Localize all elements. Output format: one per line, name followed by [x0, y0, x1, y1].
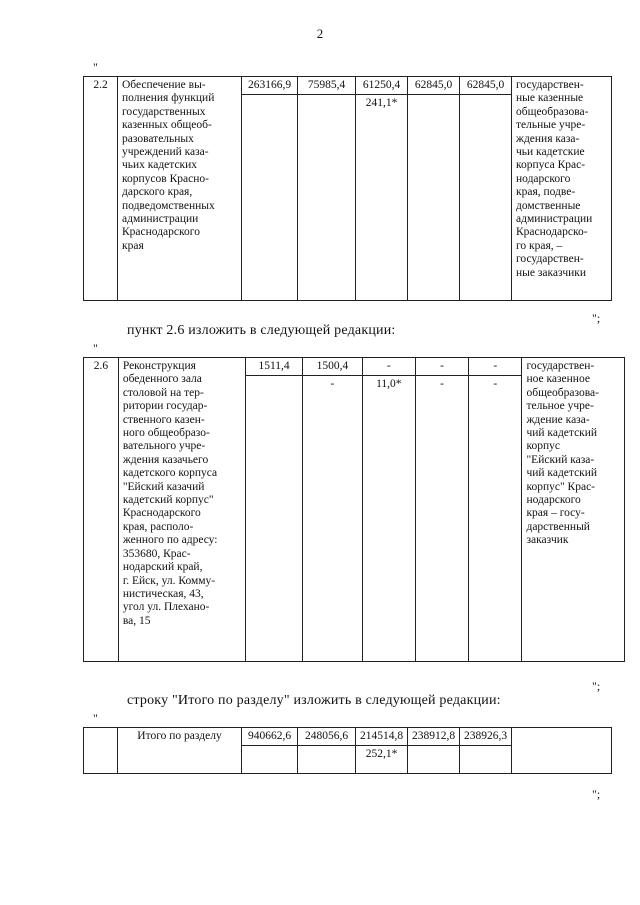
value-year-1: 1500,4 — [303, 358, 362, 376]
name-line: корпусов Красно- — [122, 172, 209, 185]
customer-line: общеобразова- — [516, 105, 589, 118]
name-line: казенных общеоб- — [122, 119, 212, 132]
customer-line: "Ейский каза- — [526, 453, 595, 466]
table-row — [84, 358, 625, 376]
extra-year-4 — [460, 746, 512, 774]
extra-year-2: 11,0* — [362, 376, 415, 662]
value-year-3: - — [415, 358, 468, 376]
customer-line: дарственный — [526, 520, 590, 533]
name-line: столовой на тер- — [122, 386, 204, 399]
name-line: Обеспечение вы- — [122, 79, 206, 91]
value-year-2: - — [362, 358, 415, 376]
name-line: края — [122, 239, 144, 252]
customer-line: чьи кадетские — [516, 146, 585, 159]
customer-cell — [512, 77, 612, 301]
extra-year-1 — [298, 746, 356, 774]
customer-line: ждения каза- — [516, 132, 580, 145]
customer-line: нодарского — [526, 494, 581, 507]
customer-line: ные заказчики — [516, 266, 587, 279]
customer-line: ные казенные — [516, 92, 584, 105]
closing-quote-1: "; — [592, 311, 601, 325]
customer-line: ждение каза- — [526, 413, 590, 426]
name-line: ждения казачьего — [122, 453, 209, 466]
name-line: учреждений каза- — [122, 146, 209, 159]
extra-year-4: - — [469, 376, 522, 662]
table-row — [84, 728, 612, 746]
value-year-4: - — [469, 358, 522, 376]
empty-number-cell — [84, 728, 118, 774]
name-line: разовательных — [122, 132, 194, 145]
instruction-paragraph-2: строку "Итого по разделу" изложить в следующей редакции: — [127, 693, 501, 708]
item-number-cell: 2.2 — [84, 77, 118, 301]
name-line: ва, 15 — [122, 614, 151, 627]
instruction-paragraph-1: пункт 2.6 изложить в следующей редакции: — [127, 323, 396, 338]
name-line: кадетский корпус" — [122, 494, 214, 507]
customer-line: корпус" Крас- — [526, 480, 596, 493]
value-year-3: 62845,0 — [408, 77, 460, 95]
customer-line: корпус — [526, 440, 560, 453]
name-line: полнения функций — [122, 92, 215, 105]
customer-line: нодарского — [516, 172, 571, 185]
extra-total — [242, 746, 298, 774]
value-year-4: 62845,0 — [460, 77, 512, 95]
empty-customer-cell — [512, 728, 612, 774]
value-total: 940662,6 — [242, 728, 298, 746]
section-total-label: Итого по разделу — [118, 728, 242, 774]
customer-line: ное казенное — [526, 373, 590, 386]
table-item-2-6 — [83, 357, 625, 662]
table-item-2-2 — [83, 76, 612, 301]
extra-year-1 — [298, 95, 356, 301]
extra-year-1: - — [303, 376, 362, 662]
name-line: чьих кадетских — [122, 159, 198, 172]
customer-line: общеобразова- — [526, 386, 599, 399]
name-line: администрации — [122, 213, 199, 226]
customer-line: корпуса Крас- — [516, 159, 586, 172]
customer-line: государствен- — [516, 79, 584, 91]
value-year-1: 75985,4 — [298, 77, 356, 95]
name-line: ственного казен- — [122, 413, 205, 426]
extra-total — [242, 95, 298, 301]
value-total: 1511,4 — [245, 358, 302, 376]
customer-line: го края, – — [516, 239, 563, 252]
page-number: 2 — [316, 26, 324, 41]
name-line: государственных — [122, 105, 206, 118]
opening-quote-3: " — [93, 711, 98, 725]
extra-year-3: - — [415, 376, 468, 662]
value-year-1: 248056,6 — [298, 728, 356, 746]
extra-total — [245, 376, 302, 662]
extra-year-3 — [408, 95, 460, 301]
customer-line: тельные учре- — [516, 119, 586, 132]
value-year-4: 238926,3 — [460, 728, 512, 746]
customer-line: тельное учре- — [526, 400, 594, 413]
name-line: вательного учре- — [122, 440, 206, 453]
customer-line: заказчик — [526, 534, 569, 547]
customer-cell — [522, 358, 625, 662]
customer-line: государствен- — [516, 253, 584, 266]
table-row — [84, 77, 612, 95]
value-year-2: 214514,8 — [356, 728, 408, 746]
closing-quote-3: "; — [592, 787, 601, 801]
opening-quote-1: " — [93, 60, 98, 74]
name-line: г. Ейск, ул. Комму- — [122, 574, 216, 587]
opening-quote-2: " — [93, 341, 98, 355]
name-line: ритории государ- — [122, 400, 208, 413]
value-year-3: 238912,8 — [408, 728, 460, 746]
customer-line: домственные — [516, 199, 581, 212]
name-line: дарского края, — [122, 186, 193, 199]
customer-line: чий кадетский — [526, 467, 598, 480]
customer-line: чий кадетский — [526, 427, 598, 440]
name-line: 353680, Крас- — [122, 547, 191, 560]
customer-line: администрации — [516, 213, 593, 226]
item-number-cell: 2.6 — [84, 358, 119, 662]
name-line: Краснодарского — [122, 507, 201, 520]
name-line: угол ул. Плехано- — [122, 601, 210, 614]
name-line: Краснодарского — [122, 226, 200, 239]
name-line: нодарский край, — [122, 561, 203, 574]
name-line: края, располо- — [122, 520, 194, 533]
customer-line: края – госу- — [526, 507, 585, 520]
value-year-2: 61250,4 — [356, 77, 408, 95]
name-line: нистическая, 43, — [122, 587, 204, 600]
customer-line: края, подве- — [516, 186, 576, 199]
name-line: Реконструкция — [122, 360, 196, 372]
extra-year-2: 241,1* — [356, 95, 408, 301]
name-line: женного по адресу: — [122, 534, 218, 547]
extra-year-3 — [408, 746, 460, 774]
name-line: обеденного зала — [122, 373, 202, 386]
customer-line: государствен- — [526, 360, 595, 372]
item-name-cell — [118, 358, 245, 662]
extra-year-4 — [460, 95, 512, 301]
name-line: ного общеобразо- — [122, 427, 210, 440]
name-line: "Ейский казачий — [122, 480, 205, 493]
name-line: кадетского корпуса — [122, 467, 218, 480]
name-line: подведомственных — [122, 199, 215, 212]
item-name-cell — [118, 77, 242, 301]
customer-line: Краснодарско- — [516, 226, 588, 239]
extra-year-2: 252,1* — [356, 746, 408, 774]
closing-quote-2: "; — [592, 679, 601, 693]
value-total: 263166,9 — [242, 77, 298, 95]
table-section-total — [83, 727, 612, 774]
